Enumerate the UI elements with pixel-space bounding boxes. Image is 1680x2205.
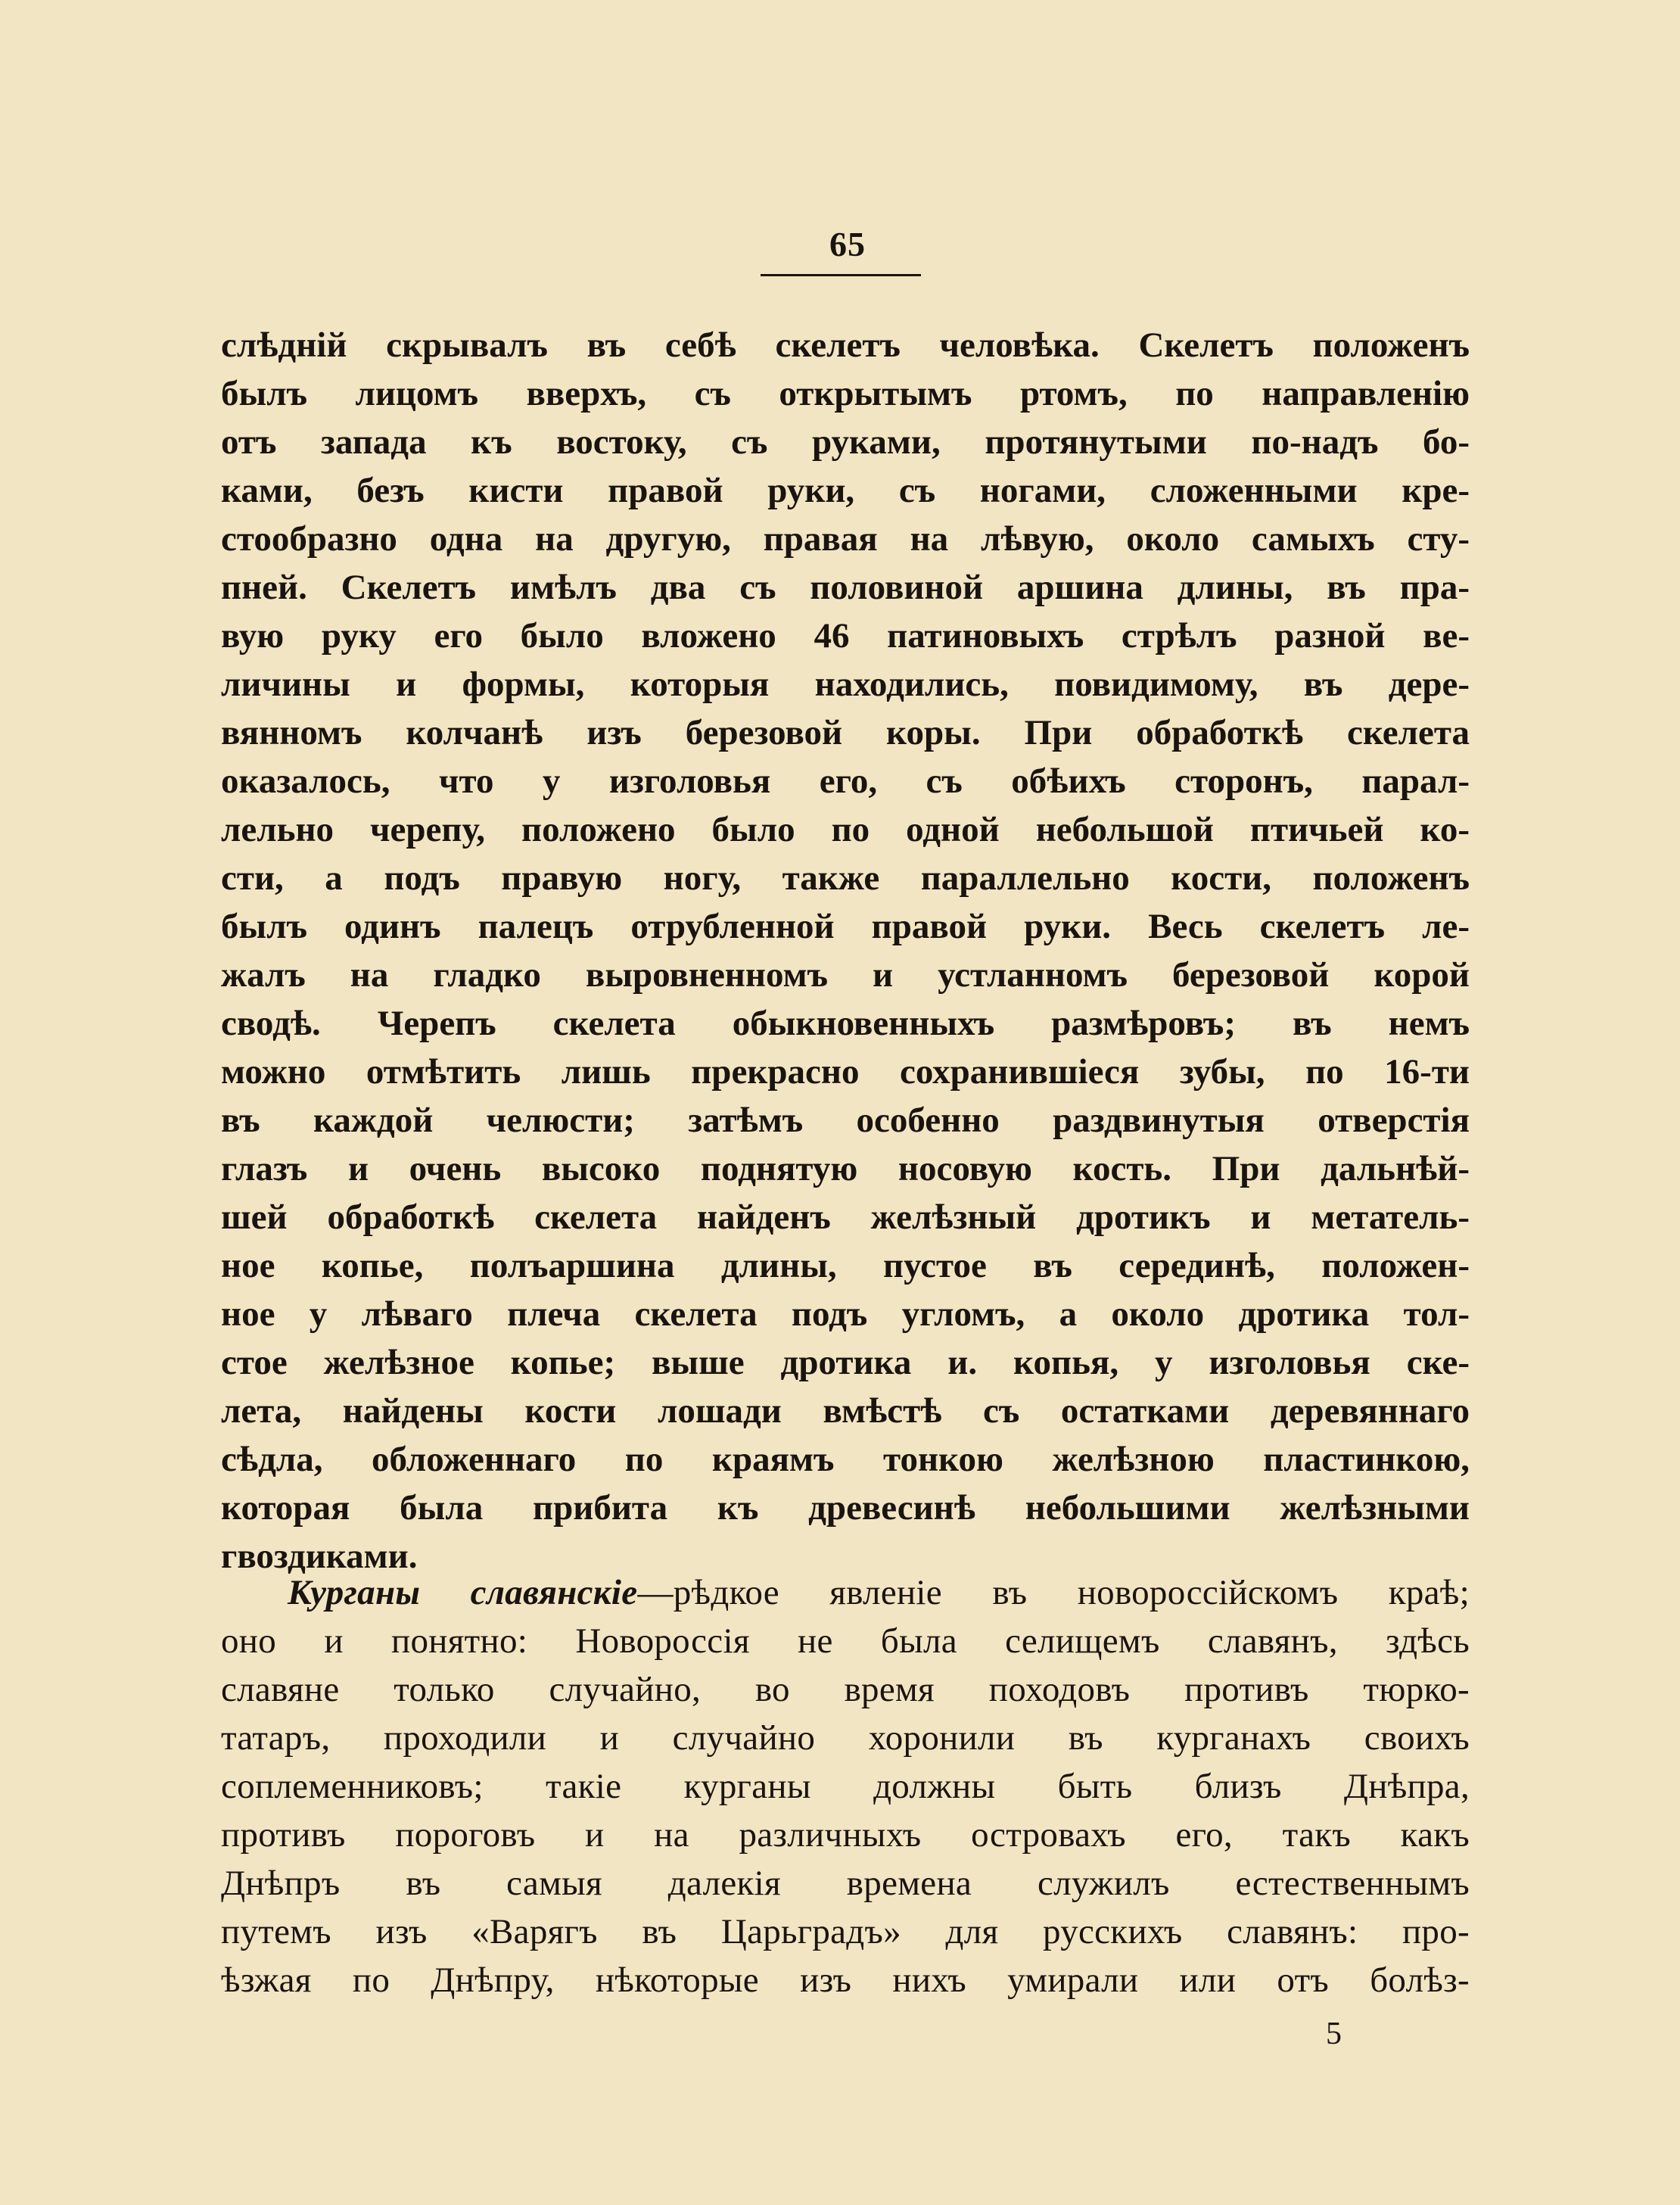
text-line: ѣзжая по Днѣпру, нѣкоторые изъ нихъ умирали или отъ болѣз- xyxy=(221,1961,1470,2000)
text-line: былъ одинъ палецъ отрубленной правой руки. Весь скелетъ ле- xyxy=(221,907,1470,946)
text-line: ное копье, полъаршина длины, пустое въ серединѣ, положен- xyxy=(221,1246,1470,1285)
text-line-rest: —рѣдкое явленіе въ новороссійскомъ краѣ; xyxy=(637,1573,1470,1612)
text-line: шей обработкѣ скелета найденъ желѣзный дротикъ и метатель- xyxy=(221,1197,1470,1237)
text-line: пней. Скелетъ имѣлъ два съ половиной аршина длины, въ пра- xyxy=(221,568,1470,607)
text-line: жалъ на гладко выровненномъ и устланномъ березовой корой xyxy=(221,955,1470,995)
text-line: вянномъ колчанѣ изъ березовой коры. При обработкѣ скелета xyxy=(221,713,1470,752)
text-line: соплеменниковъ; такіе курганы должны быть близъ Днѣпра, xyxy=(221,1767,1470,1806)
text-line: путемъ изъ «Варягъ въ Царьградъ» для русскихъ славянъ: про- xyxy=(221,1912,1470,1951)
text-line: Днѣпръ въ самыя далекія времена служилъ естественнымъ xyxy=(221,1864,1470,1903)
text-line: татаръ, проходили и случайно хоронили въ курганахъ своихъ xyxy=(221,1718,1470,1758)
text-line: противъ пороговъ и на различныхъ островахъ его, такъ какъ xyxy=(221,1815,1470,1855)
text-line: гвоздиками. xyxy=(221,1537,418,1576)
text-line: которая была прибита къ древесинѣ небольшими желѣзными xyxy=(221,1488,1470,1528)
paragraph-skeleton-description xyxy=(221,321,1470,1581)
text-line: сти, а подъ правую ногу, также параллельно кости, положенъ xyxy=(221,858,1470,898)
text-line: можно отмѣтить лишь прекрасно сохранившіеся зубы, по 16-ти xyxy=(221,1052,1470,1092)
text-line: сводѣ. Черепъ скелета обыкновенныхъ размѣровъ; въ немъ xyxy=(221,1004,1470,1043)
text-line: ками, безъ кисти правой руки, съ ногами, сложенными кре- xyxy=(221,471,1470,510)
text-line: лельно черепу, положено было по одной небольшой птичьей ко- xyxy=(221,810,1470,849)
text-line: славяне только случайно, во время походовъ противъ тюрко- xyxy=(221,1670,1470,1709)
text-line: оказалось, что у изголовья его, съ обѣихъ сторонъ, парал- xyxy=(221,761,1470,801)
text-line: стое желѣзное копье; выше дротика и. копья, у изголовья ске- xyxy=(221,1343,1470,1382)
text-line xyxy=(221,1568,1470,1617)
text-line: лета, найдены кости лошади вмѣстѣ съ остатками деревяннаго xyxy=(221,1391,1470,1431)
page-number: 65 xyxy=(829,225,866,263)
text-line: сѣдла, обложеннаго по краямъ тонкою желѣзною пластинкою, xyxy=(221,1440,1470,1479)
text-line: вую руку его было вложено 46 патиновыхъ стрѣлъ разной ве- xyxy=(221,616,1470,656)
text-line: глазъ и очень высоко поднятую носовую кость. При дальнѣй- xyxy=(221,1149,1470,1188)
italic-term: Курганы славянскіе xyxy=(288,1573,638,1612)
text-line: въ каждой челюсти; затѣмъ особенно раздвинутыя отверстія xyxy=(221,1101,1470,1140)
text-line: отъ запада къ востоку, съ руками, протянутыми по-надъ бо- xyxy=(221,422,1470,462)
signature-mark: 5 xyxy=(1326,2017,1342,2051)
text-line: личины и формы, которыя находились, повидимому, въ дере- xyxy=(221,665,1470,704)
text-line: былъ лицомъ вверхъ, съ открытымъ ртомъ, по направленію xyxy=(221,374,1470,413)
text-line: стообразно одна на другую, правая на лѣвую, около самыхъ сту- xyxy=(221,519,1470,559)
paragraph-slavic-kurgans xyxy=(221,1568,1470,2004)
text-line: оно и понятно: Новороссія не была селищемъ славянъ, здѣсь xyxy=(221,1621,1470,1661)
header-rule xyxy=(761,274,921,276)
text-line: ное у лѣваго плеча скелета подъ угломъ, а около дротика тол- xyxy=(221,1294,1470,1334)
text-line: слѣдній скрывалъ въ себѣ скелетъ человѣка. Скелетъ положенъ xyxy=(221,325,1470,365)
